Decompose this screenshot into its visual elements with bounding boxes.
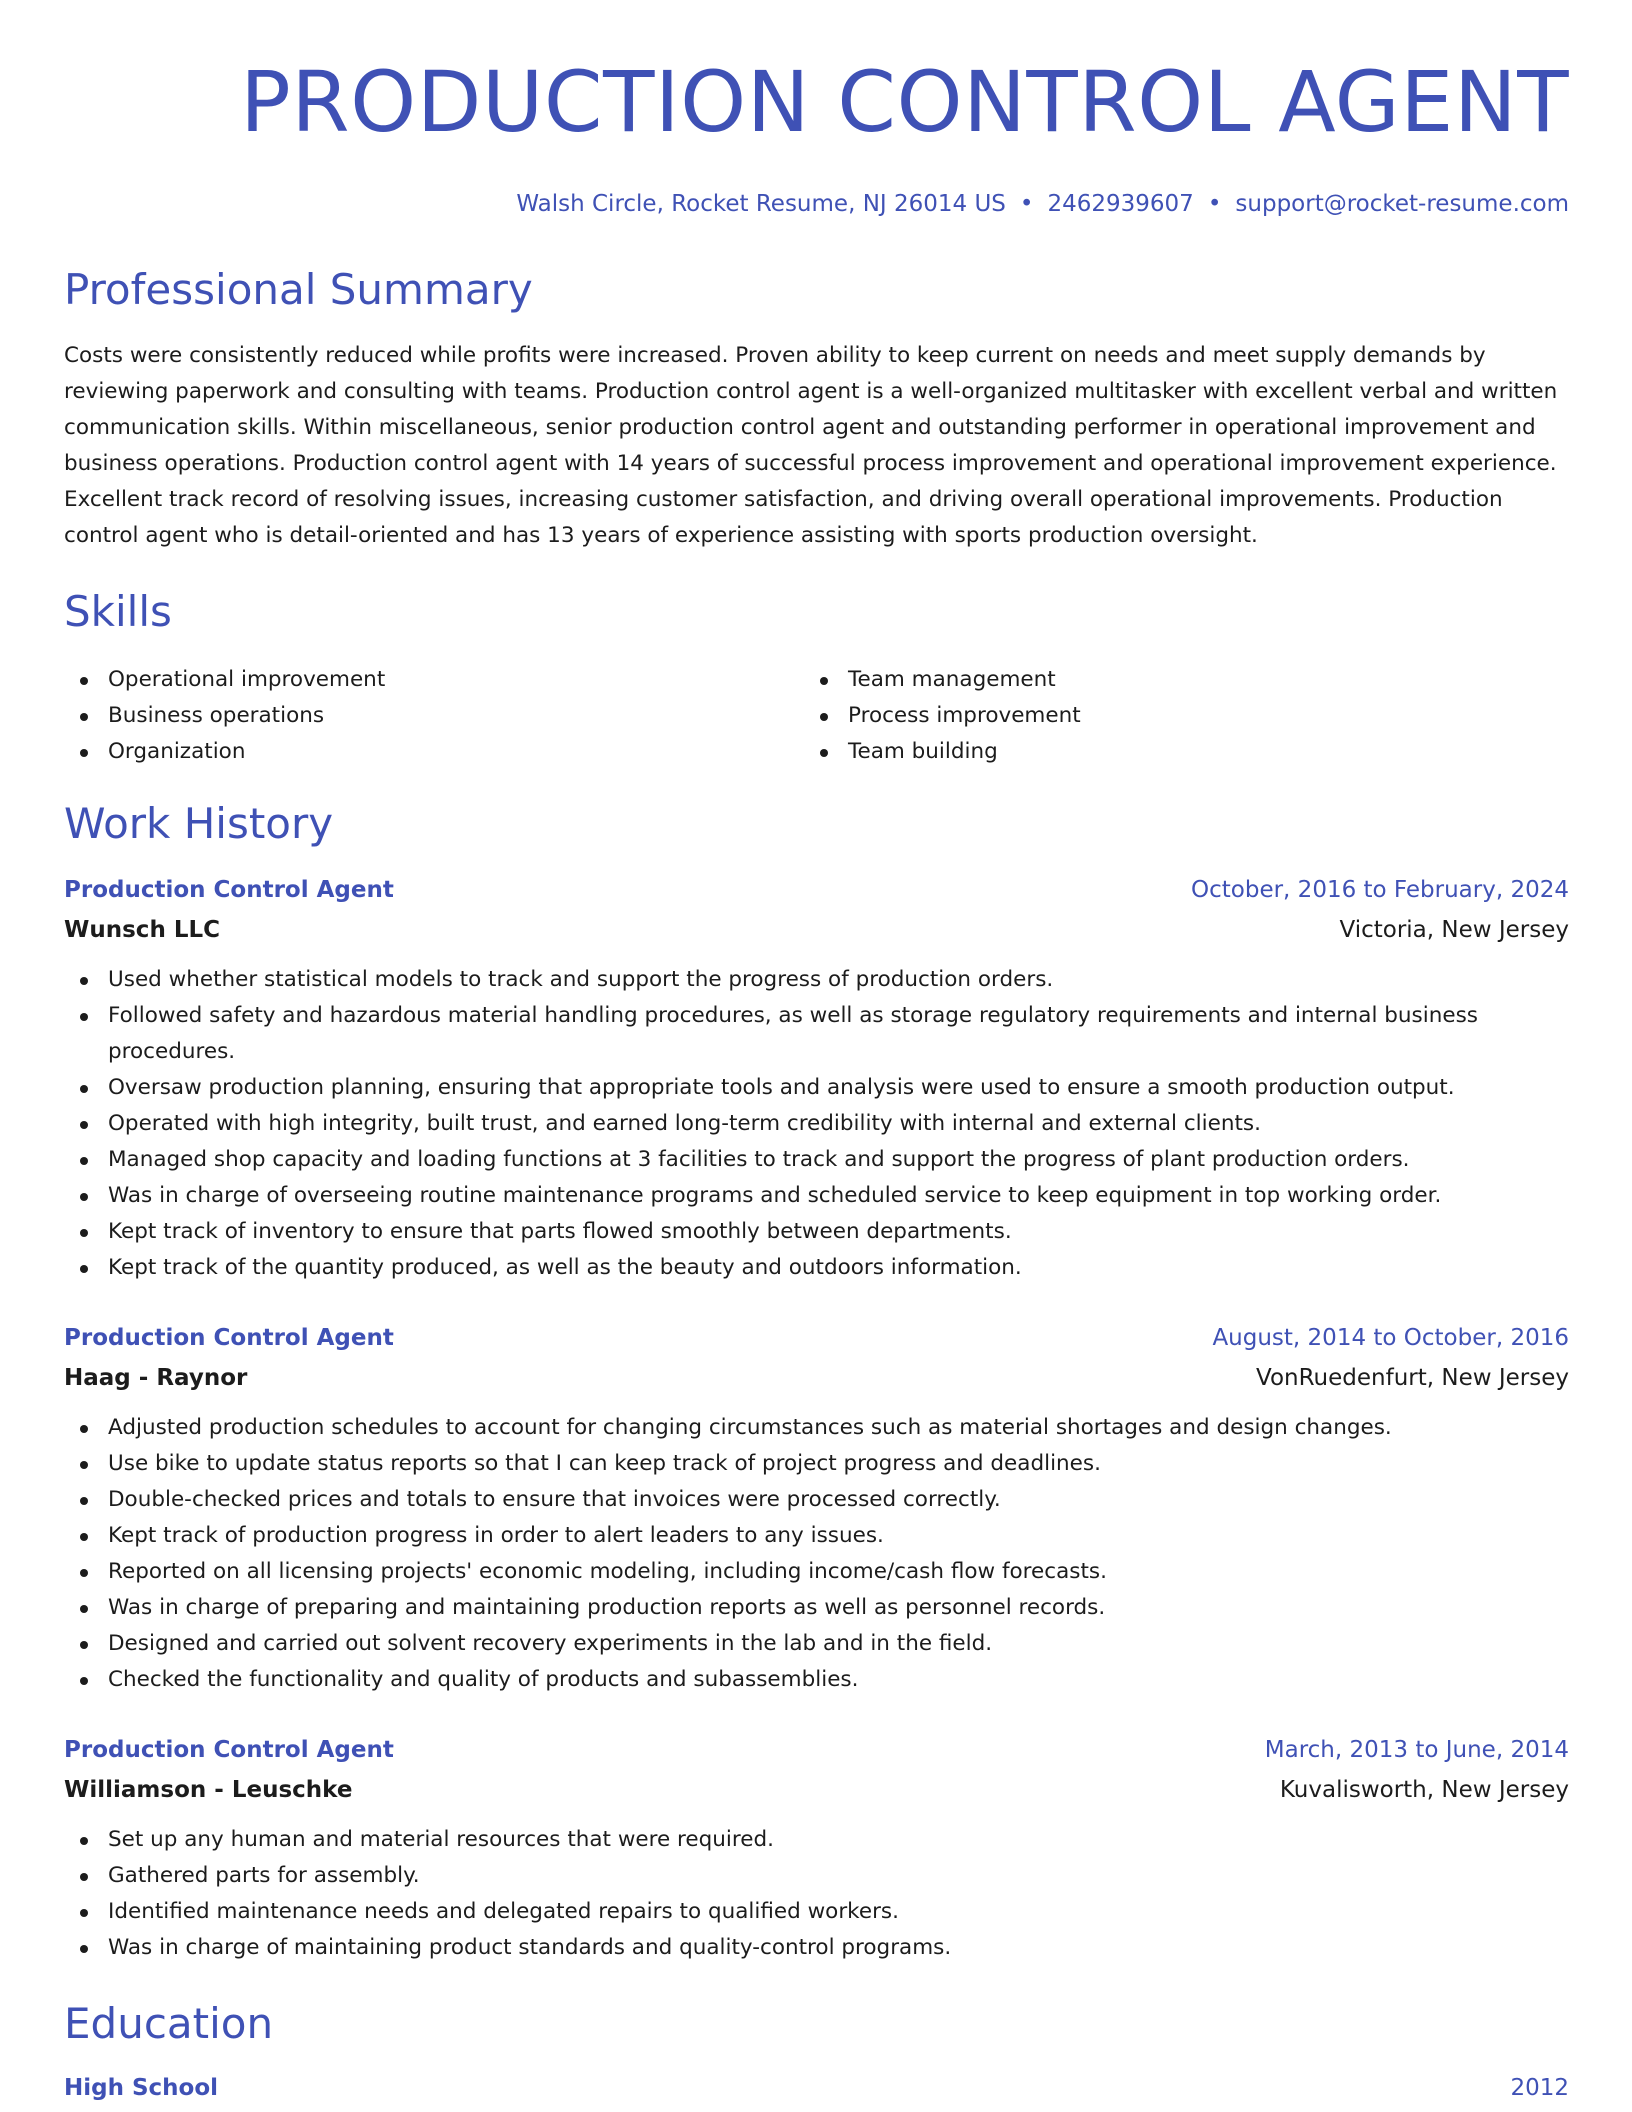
- job-company: Wunsch LLC: [64, 917, 221, 943]
- job-bullet: Kept track of production progress in order to alert leaders to any issues.: [64, 1518, 1569, 1554]
- resume-header: [64, 0, 1569, 220]
- education-year: 2012: [1510, 2075, 1569, 2101]
- job-bullet: Designed and carried out solvent recovery experiments in the lab and in the field.: [64, 1626, 1569, 1662]
- job-bullet: Gathered parts for assembly.: [64, 1858, 1569, 1894]
- job-dates: October, 2016 to February, 2024: [1191, 877, 1569, 903]
- job-bullet: Reported on all licensing projects' economic modeling, including income/cash flow forecasts.: [64, 1554, 1569, 1590]
- skill-item: Team building: [804, 734, 1544, 770]
- job-entry: [64, 1318, 1569, 1698]
- job-bullet: Adjusted production schedules to account for changing circumstances such as material shortages and design changes.: [64, 1410, 1569, 1446]
- job-bullet: Used whether statistical models to track and support the progress of production orders.: [64, 962, 1569, 998]
- job-entry: [64, 1730, 1569, 1966]
- job-bullet: Set up any human and material resources that were required.: [64, 1822, 1569, 1858]
- contact-line: [64, 188, 1569, 220]
- skills-column-left: [64, 662, 804, 770]
- job-bullet: Use bike to update status reports so that I can keep track of project progress and deadlines.: [64, 1446, 1569, 1482]
- job-dates: March, 2013 to June, 2014: [1264, 1737, 1569, 1763]
- contact-email[interactable]: support@rocket-resume.com: [1235, 191, 1569, 217]
- skill-item: Operational improvement: [64, 662, 804, 698]
- job-bullets: [64, 962, 1569, 1286]
- job-location: Victoria, New Jersey: [1339, 917, 1569, 943]
- skill-item: Business operations: [64, 698, 804, 734]
- job-dates: August, 2014 to October, 2016: [1212, 1325, 1569, 1351]
- education-heading: Education: [64, 1999, 274, 2048]
- job-bullets: [64, 1410, 1569, 1698]
- job-title: Production Control Agent: [64, 1325, 394, 1351]
- job-bullet: Operated with high integrity, built trust, and earned long-term credibility with internal and external clients.: [64, 1106, 1569, 1142]
- candidate-name: PRODUCTION CONTROL AGENT: [240, 53, 1569, 151]
- skill-item: Team management: [804, 662, 1544, 698]
- job-bullet: Followed safety and hazardous material handling procedures, as well as storage regulatory requirements and internal business procedures.: [64, 998, 1569, 1070]
- job-company: Haag - Raynor: [64, 1365, 248, 1391]
- job-bullet: Was in charge of maintaining product standards and quality-control programs.: [64, 1930, 1569, 1966]
- job-bullet: Was in charge of preparing and maintaining production reports as well as personnel records.: [64, 1590, 1569, 1626]
- summary-text: Costs were consistently reduced while profits were increased. Proven ability to keep current on needs and meet supply demands by reviewing paperwork and consulting with teams. Production control agent is a well-organized multitasker with excellent verbal and written communication skills. Within miscellaneous, senior production control agent and outstanding performer in operational improvement and business operations. Production control agent with 14 years of successful process improvement and operational improvement experience. Excellent track record of resolving issues, increasing customer satisfaction, and driving overall operational improvements. Production control agent who is detail-oriented and has 13 years of experience assisting with sports production oversight.: [64, 343, 1558, 548]
- contact-separator: •: [1019, 191, 1034, 217]
- contact-phone: 2462939607: [1047, 191, 1194, 217]
- skills-list: [64, 662, 1569, 770]
- work-history-heading: Work History: [64, 799, 334, 848]
- job-bullet: Kept track of the quantity produced, as well as the beauty and outdoors information.: [64, 1250, 1569, 1286]
- job-bullet: Identified maintenance needs and delegated repairs to qualified workers.: [64, 1894, 1569, 1930]
- job-title: Production Control Agent: [64, 1737, 394, 1763]
- job-bullet: Kept track of inventory to ensure that parts flowed smoothly between departments.: [64, 1214, 1569, 1250]
- skill-item: Organization: [64, 734, 804, 770]
- job-bullet: Managed shop capacity and loading functions at 3 facilities to track and support the progress of plant production orders.: [64, 1142, 1569, 1178]
- skill-item: Process improvement: [804, 698, 1544, 734]
- contact-address: Walsh Circle, Rocket Resume, NJ 26014 US: [516, 191, 1006, 217]
- contact-separator: •: [1207, 191, 1222, 217]
- summary-heading: Professional Summary: [64, 265, 533, 314]
- skills-heading: Skills: [64, 587, 172, 636]
- job-bullet: Checked the functionality and quality of products and subassemblies.: [64, 1662, 1569, 1698]
- job-company: Williamson - Leuschke: [64, 1777, 353, 1803]
- job-location: VonRuedenfurt, New Jersey: [1256, 1365, 1569, 1391]
- job-bullet: Oversaw production planning, ensuring that appropriate tools and analysis were used to ensure a smooth production output.: [64, 1070, 1569, 1106]
- skills-column-right: [804, 662, 1544, 770]
- job-bullets: [64, 1822, 1569, 1966]
- job-bullet: Double-checked prices and totals to ensure that invoices were processed correctly.: [64, 1482, 1569, 1518]
- job-location: Kuvalisworth, New Jersey: [1279, 1777, 1569, 1803]
- education-entry: [64, 2068, 1569, 2108]
- job-bullet: Was in charge of overseeing routine maintenance programs and scheduled service to keep equipment in top working order.: [64, 1178, 1569, 1214]
- education-degree: High School: [64, 2075, 219, 2101]
- job-entry: [64, 870, 1569, 1286]
- job-title: Production Control Agent: [64, 877, 394, 903]
